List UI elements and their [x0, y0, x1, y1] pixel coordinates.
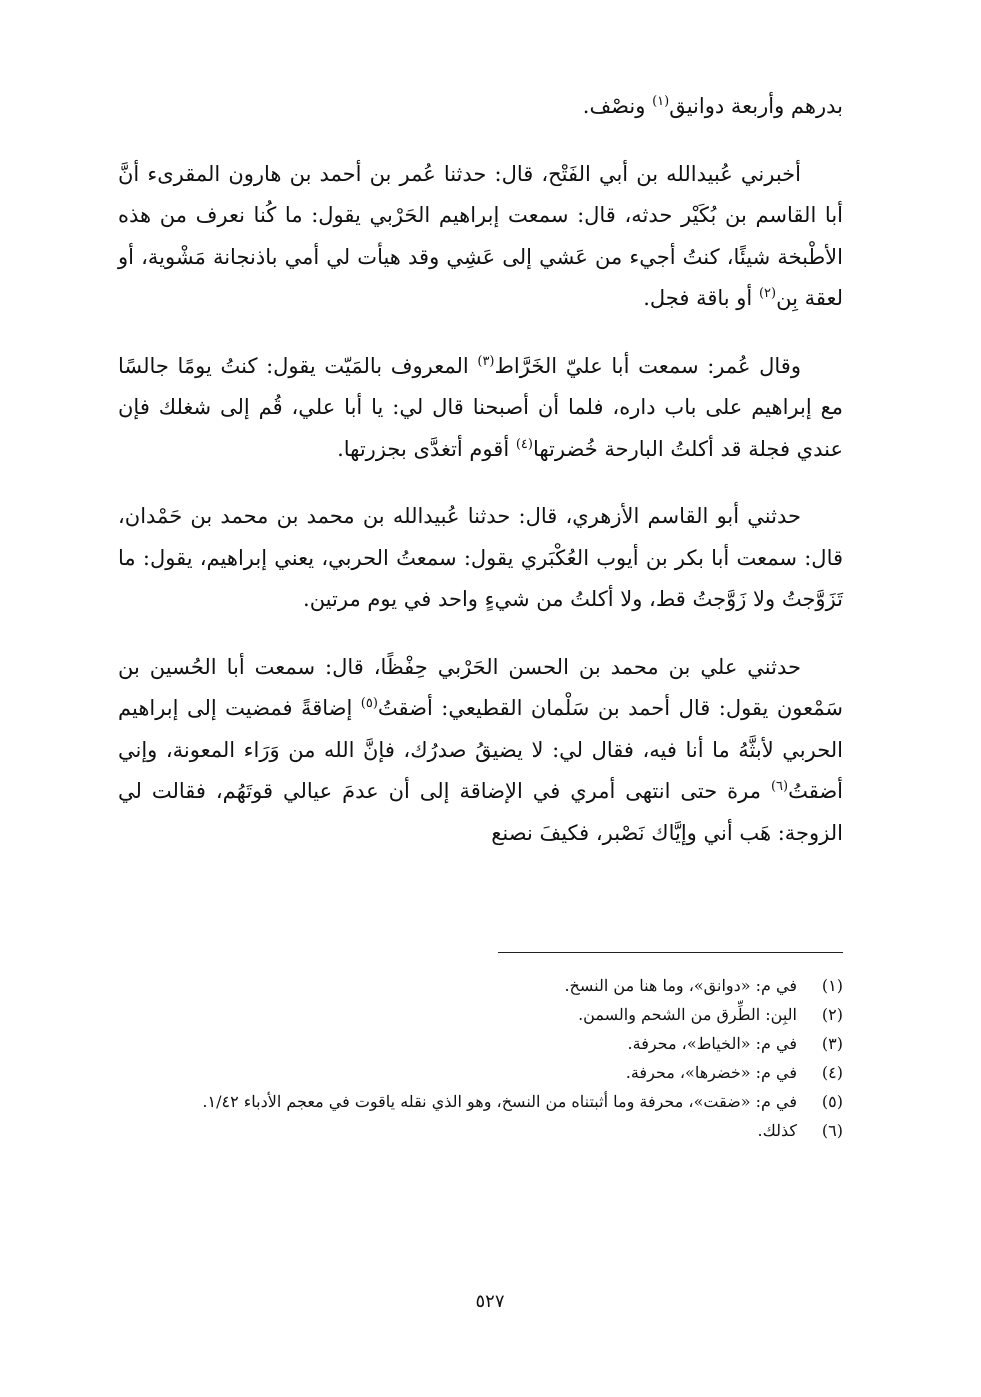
paragraph-continuation [118, 86, 843, 128]
page-number: ٥٢٧ [475, 1291, 505, 1312]
footnote-number: (٦) [821, 1121, 843, 1140]
footnote-divider [498, 952, 843, 953]
paragraph [118, 346, 843, 471]
text-run: وقال عُمر: سمعت أبا عليّ الخَرَّاط [494, 353, 801, 378]
footnote [118, 1117, 843, 1144]
text-run: مرة حتى انتهى أمري في الإضاقة إلى أن عدمَ عيالي قوتَهُم، فقالت لي الزوجة: هَب أني وإيَّاك نَصْبر، فكيفَ نصنع [118, 779, 843, 845]
footnote [118, 972, 843, 999]
footnote-number: (١) [821, 976, 843, 995]
footnote [118, 1059, 843, 1086]
text-run: حدثني أبو القاسم الأزهري، قال: حدثنا عُبيدالله بن محمد بن محمد بن حَمْدان، قال: سمعت أبا بكر بن أيوب العُكْبَري يقول: سمعتُ الحربي، يعني إبراهيم، يقول: ما تَزَوَّجتُ ولا زَوَّجتُ قط، ولا أكلتُ من شيءٍ واحد في يوم مرتين. [118, 504, 843, 611]
text-run: ونصْف. [582, 94, 653, 118]
paragraph [118, 647, 843, 855]
paragraph [118, 496, 843, 621]
text-run: المعروف بالمَيّت يقول: كنتُ يومًا جالسًا مع إبراهيم على باب داره، فلما أن أصبحنا قال لي: يا أبا علي، قُم إلى شغلك فإن عندي فجلة قد أكلتُ البارحة خُضرتها [118, 353, 843, 461]
footnote-text: البِن: الطِّرق من الشحم والسمن. [578, 1005, 797, 1024]
text-run: إضاقةً فمضيت إلى إبراهيم الحربي لأبثَّهُ ما أنا فيه، فقال لي: لا يضيقُ صدرُك، فإنَّ الله من وَرَاء المعونة، وإني أضقتُ [118, 696, 843, 803]
text-run: أخبرني عُبيدالله بن أبي الفَتْح، قال: حدثنا عُمر بن أحمد بن هارون المقرىء أنَّ أبا القاسم بن بُكَيْر حدثه، قال: سمعت إبراهيم الحَرْبي يقول: ما كُنا نعرف من هذه الأطْبخة شيئًا، كنتُ أجيء من عَشي إلى عَشِي وقد هيأت لي أمي باذنجانة مَشْوية، أو لعقة بِن [118, 161, 843, 310]
footnote-marker: (٤) [515, 436, 533, 452]
footnote-text: في م: «ضقت»، محرفة وما أثبتناه من النسخ، وهو الذي نقله ياقوت في معجم الأدباء ١/٤٢. [202, 1092, 797, 1111]
text-run: أقوم أتغدَّى بجزرتها. [337, 436, 516, 461]
footnote-text: كذلك. [757, 1121, 797, 1140]
text-run: بدرهم وأربعة دوانيق [669, 94, 843, 118]
footnote-number: (٥) [821, 1092, 843, 1111]
footnote-marker: (٦) [770, 779, 789, 794]
footnote-text: في م: «خضرها»، محرفة. [625, 1063, 797, 1082]
text-run: حدثني علي بن محمد بن الحسن الحَرْبي حِفْظًا، قال: سمعت أبا الحُسين بن سَمْعون يقول: قال أحمد بن سَلْمان القطيعي: أضقتُ [118, 654, 843, 720]
footnote-text: في م: «الخياط»، محرفة. [627, 1034, 797, 1053]
main-text [118, 86, 843, 854]
footnote [118, 1088, 843, 1115]
footnote-marker: (٣) [477, 353, 495, 369]
text-run: أو باقة فجل. [643, 286, 759, 310]
footnote-marker: (١) [652, 94, 670, 109]
footnote-marker: (٢) [758, 286, 777, 301]
footnote-number: (٣) [821, 1034, 843, 1053]
footnote [118, 1030, 843, 1057]
footnote-marker: (٥) [360, 696, 378, 711]
footnote-number: (٤) [821, 1063, 843, 1082]
footnotes [118, 972, 843, 1146]
footnote-text: في م: «دوانق»، وما هنا من النسخ. [564, 976, 797, 995]
footnote-number: (٢) [821, 1005, 843, 1024]
paragraph [118, 154, 843, 320]
footnote [118, 1001, 843, 1028]
